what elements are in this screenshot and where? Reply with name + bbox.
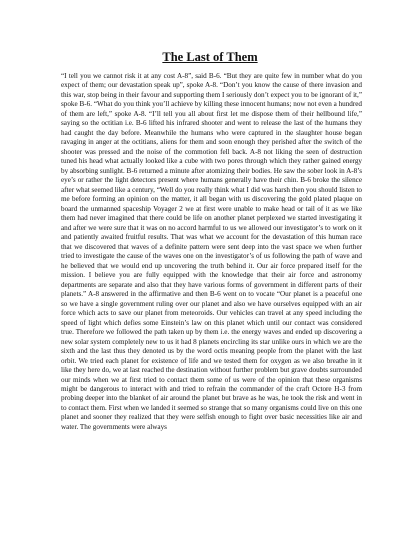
story-body-text: “I tell you we cannot risk it at any cost A-8”, said B-6. “But they are quite few in number what do you expect of them; our devastation speak up”, spoke A-8. “Don’t you know the cause of there invasion and this war, stop being in their favour and supporting them I seriously don’t expect you to be ignorant of it,” spoke B-6. “What do you think you’ll achieve by killing these innocent humans; now not even a hundred of them are left,” spoke A-8. “I’ll tell you all about first let me dispose them of their hellbound life,” saying so the octitian i.e. B-6 lifted his infrared shooter and went to release the last of the humans they had caught the day before. Meanwhile the humans who were captured in the slaughter house began ravaging in anger at the octitians, aliens for them and soon enough they perished after the switch of the shooter was pressed and the noise of the commotion fell back. A-8 not liking the seen of destruction tuned his head what actually looked like a cube with two pores through which they rather gained energy by absorbing sunlight. B-6 returned a minute after atomizing their bodies. He saw the sober look in A-8’s eye’s or rather the light detectors present where humans generally have their chin. B-6 broke the silence after what seemed like a century, “Well do you really think what I did was harsh then you should listen to me before forming an opinion on the matter, it all began with us discovering the gold plated plaque on board the unmanned spaceship Voyager 2 we at first were unable to make head or tail of it as we like them had never imagined that there could be life on another planet perplexed we started investigating it and after we were sure that it was on no accord harmful to us we allowed our investigator’s to work on it and patiently awaited fruitful results. That was what we account for the devastation of this human race that we discovered that waves of a definite pattern were sent deep into the vast space we when further tried to investigate the cause of the waves one on the investigator’s of us following the path of wave and he believed that we would end up uncovering the truth behind it. Our air force prepared itself for the mission. I believe you are fully equipped with the knowledge that their air force and astronomy departments are separate and also that they have various forms of government in different parts of their planets.” A-8 answered in the affirmative and then B-6 went on to vocate “Our planet is a peaceful one so we have a single government ruling over our planet and also we have ourselves equipped with an air force which acts to save our planet from meteoroids. Our vehicles can travel at any speed including the speed of light which defies some Einstein’s law on this planet which until our contact was considered true. Therefore we followed the path taken up by them i.e. the energy waves and ended up discovering a new solar system completely new to us it had 8 planets encircling its star unlike ours in which we are the sixth and the last thus they denoted us by the word octis meaning people from the planet with the last orbit. We tried each planet for existence of life and we tested them for oxygen as we also breathe in it like they here do, we at last reached the destination without further problem but grave doubts surrounded our minds when we at first tried to contact them some of us were of the opinion that these organisms might be dangerous to interact with and tried to refrain the commander of the craft Octore H-3 from probing deeper into the blanket of air around the planet but brave as he was, he took the risk and went in to contact them. First when we landed it seemed so strange that so many organisms could live on this one planet and sooner they realized that they were selfish enough to fight over basic necessities like air and water. The governments were always bbox=[61, 72, 362, 431]
page-title: The Last of Them bbox=[162, 50, 258, 64]
